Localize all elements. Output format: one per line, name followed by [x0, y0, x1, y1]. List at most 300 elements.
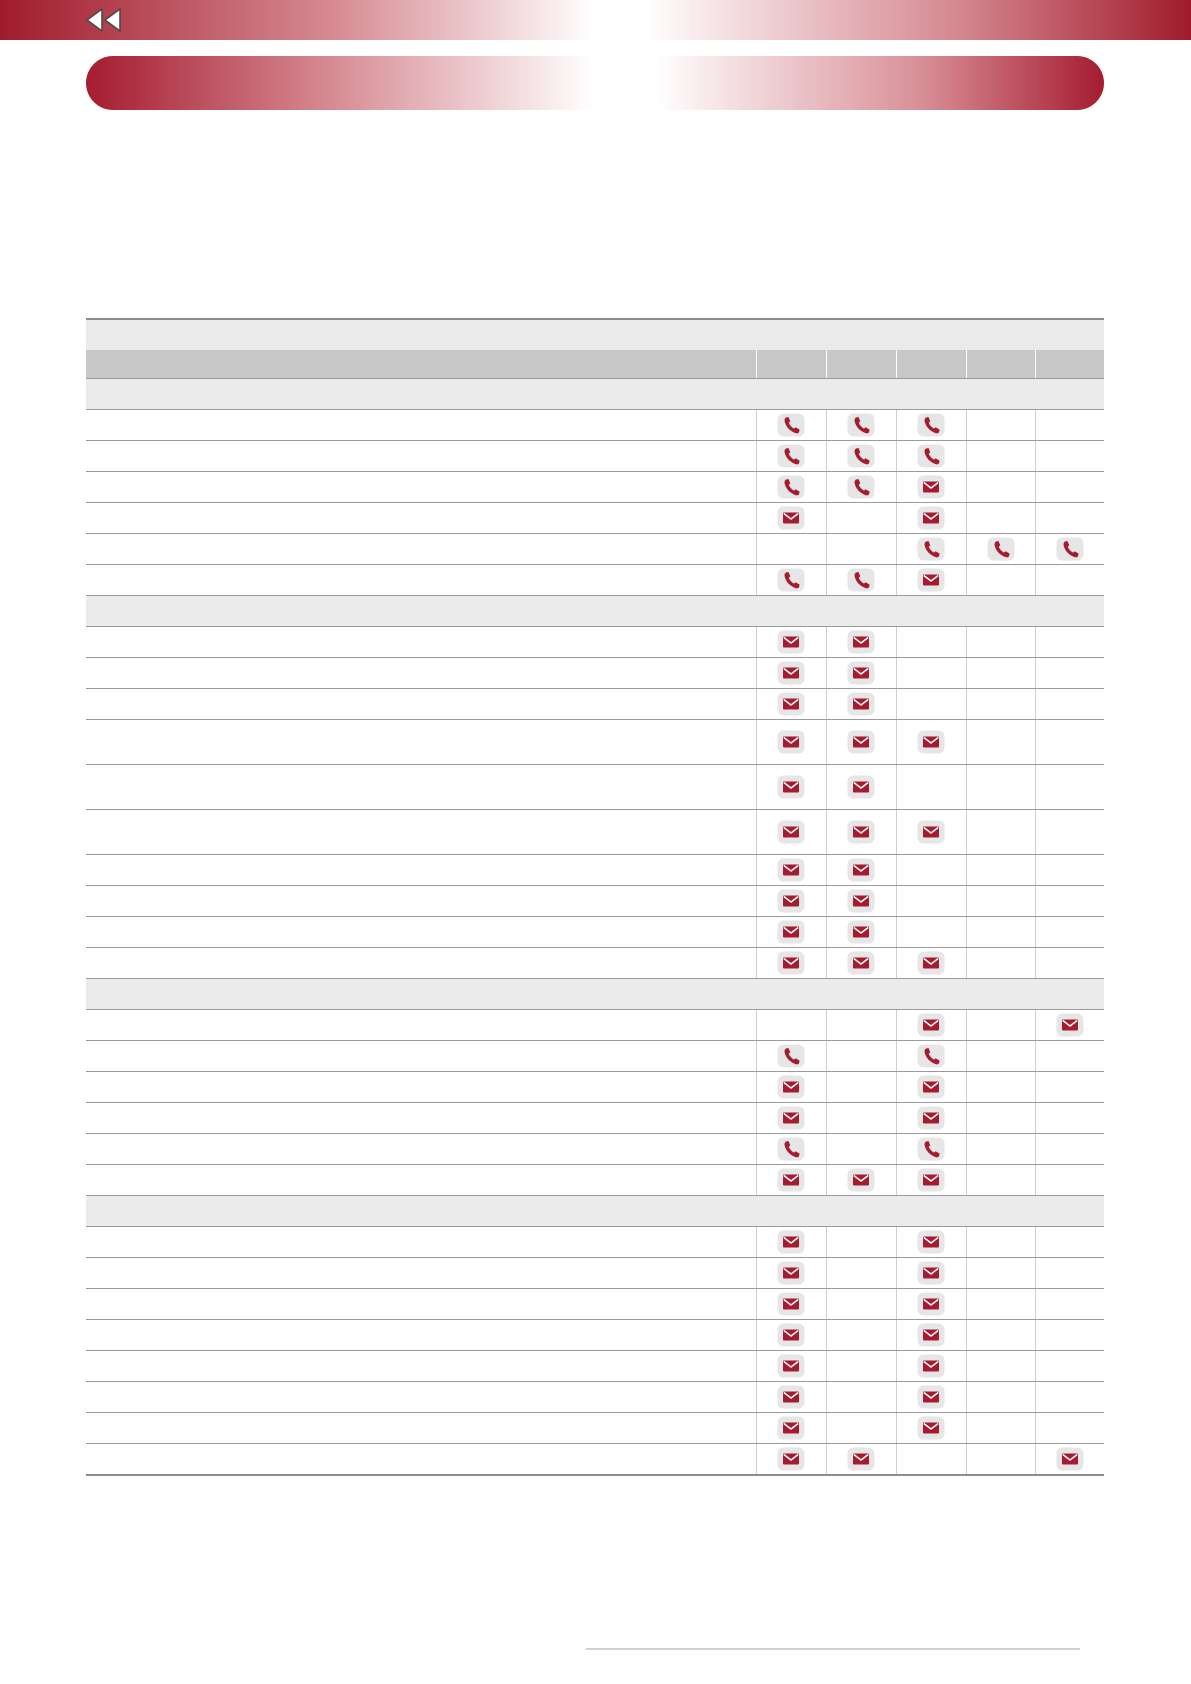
phone-icon — [917, 537, 945, 561]
envelope-icon — [847, 1447, 875, 1471]
envelope-icon — [917, 1292, 945, 1316]
envelope-icon — [847, 730, 875, 754]
matrix-cell-col-1 — [756, 917, 826, 948]
matrix-cell-col-4 — [966, 1289, 1035, 1320]
envelope-icon — [777, 1416, 805, 1440]
envelope-icon — [917, 1168, 945, 1192]
matrix-cell-col-3 — [896, 441, 966, 472]
row-label-cell — [86, 441, 756, 472]
matrix-cell-col-1 — [756, 1320, 826, 1351]
section-header-cell — [86, 379, 1104, 410]
contact-matrix-table — [86, 318, 1104, 1476]
phone-icon — [917, 1044, 945, 1068]
matrix-cell-col-4 — [966, 1382, 1035, 1413]
matrix-cell-col-1 — [756, 1103, 826, 1134]
envelope-icon — [777, 889, 805, 913]
envelope-icon — [777, 1354, 805, 1378]
matrix-cell-col-2 — [826, 1041, 896, 1072]
footer-rule — [586, 1648, 1080, 1650]
matrix-cell-col-4 — [966, 658, 1035, 689]
table-row — [86, 1413, 1104, 1444]
matrix-cell-col-2 — [826, 1072, 896, 1103]
matrix-cell-col-3 — [896, 565, 966, 596]
row-label-cell — [86, 720, 756, 765]
matrix-cell-col-2 — [826, 565, 896, 596]
row-label-cell — [86, 1444, 756, 1476]
matrix-cell-col-5 — [1035, 410, 1104, 441]
row-label-cell — [86, 855, 756, 886]
matrix-cell-col-3 — [896, 1444, 966, 1476]
phone-icon — [777, 1044, 805, 1068]
column-header-3 — [896, 350, 966, 379]
column-header-1 — [756, 350, 826, 379]
row-label-cell — [86, 1041, 756, 1072]
table-row — [86, 855, 1104, 886]
matrix-cell-col-4 — [966, 917, 1035, 948]
envelope-icon — [777, 820, 805, 844]
table-row — [86, 948, 1104, 979]
matrix-cell-col-5 — [1035, 472, 1104, 503]
matrix-cell-col-2 — [826, 1413, 896, 1444]
envelope-icon — [777, 951, 805, 975]
phone-icon — [917, 1137, 945, 1161]
matrix-cell-col-3 — [896, 534, 966, 565]
envelope-icon — [847, 1168, 875, 1192]
matrix-cell-col-2 — [826, 917, 896, 948]
matrix-cell-col-3 — [896, 1041, 966, 1072]
matrix-cell-col-5 — [1035, 948, 1104, 979]
envelope-icon — [777, 630, 805, 654]
envelope-icon — [777, 1447, 805, 1471]
table-row — [86, 441, 1104, 472]
table-row — [86, 1041, 1104, 1072]
section-header-row — [86, 1196, 1104, 1227]
matrix-cell-col-1 — [756, 503, 826, 534]
envelope-icon — [777, 1168, 805, 1192]
envelope-icon — [917, 1416, 945, 1440]
envelope-icon — [777, 1106, 805, 1130]
matrix-cell-col-3 — [896, 948, 966, 979]
matrix-cell-col-1 — [756, 886, 826, 917]
table-row — [86, 472, 1104, 503]
title-banner — [86, 56, 1104, 110]
matrix-cell-col-2 — [826, 1289, 896, 1320]
matrix-cell-col-5 — [1035, 1413, 1104, 1444]
matrix-cell-col-4 — [966, 410, 1035, 441]
matrix-cell-col-1 — [756, 1072, 826, 1103]
phone-icon — [847, 413, 875, 437]
matrix-cell-col-5 — [1035, 1041, 1104, 1072]
matrix-cell-col-2 — [826, 855, 896, 886]
matrix-cell-col-5 — [1035, 441, 1104, 472]
table-row — [86, 1320, 1104, 1351]
envelope-icon — [917, 1261, 945, 1285]
matrix-cell-col-2 — [826, 886, 896, 917]
table-title-cell — [86, 319, 1104, 350]
envelope-icon — [917, 730, 945, 754]
matrix-cell-col-2 — [826, 441, 896, 472]
table-row — [86, 765, 1104, 810]
matrix-cell-col-5 — [1035, 1289, 1104, 1320]
matrix-cell-col-4 — [966, 810, 1035, 855]
matrix-cell-col-2 — [826, 1382, 896, 1413]
table-row — [86, 410, 1104, 441]
matrix-cell-col-1 — [756, 658, 826, 689]
matrix-cell-col-4 — [966, 627, 1035, 658]
table-row — [86, 627, 1104, 658]
matrix-cell-col-2 — [826, 720, 896, 765]
matrix-cell-col-3 — [896, 658, 966, 689]
envelope-icon — [917, 506, 945, 530]
matrix-cell-col-2 — [826, 1351, 896, 1382]
matrix-cell-col-4 — [966, 1134, 1035, 1165]
matrix-cell-col-3 — [896, 810, 966, 855]
table-row — [86, 1258, 1104, 1289]
section-header-cell — [86, 596, 1104, 627]
matrix-cell-col-3 — [896, 472, 966, 503]
envelope-icon — [847, 820, 875, 844]
envelope-icon — [917, 1323, 945, 1347]
matrix-cell-col-1 — [756, 565, 826, 596]
row-label-cell — [86, 810, 756, 855]
row-label-cell — [86, 689, 756, 720]
envelope-icon — [847, 775, 875, 799]
matrix-cell-col-5 — [1035, 1258, 1104, 1289]
matrix-cell-col-2 — [826, 1165, 896, 1196]
table-row — [86, 534, 1104, 565]
matrix-cell-col-1 — [756, 441, 826, 472]
phone-icon — [917, 413, 945, 437]
envelope-icon — [777, 692, 805, 716]
table-row — [86, 810, 1104, 855]
phone-icon — [917, 444, 945, 468]
matrix-cell-col-2 — [826, 689, 896, 720]
row-label-cell — [86, 1010, 756, 1041]
matrix-cell-col-5 — [1035, 689, 1104, 720]
row-label-cell — [86, 1320, 756, 1351]
table-row — [86, 1351, 1104, 1382]
column-header-4 — [966, 350, 1035, 379]
matrix-cell-col-5 — [1035, 1351, 1104, 1382]
matrix-cell-col-3 — [896, 689, 966, 720]
row-label-cell — [86, 627, 756, 658]
envelope-icon — [917, 568, 945, 592]
matrix-cell-col-1 — [756, 1351, 826, 1382]
matrix-cell-col-1 — [756, 810, 826, 855]
matrix-cell-col-5 — [1035, 810, 1104, 855]
matrix-cell-col-3 — [896, 720, 966, 765]
column-header-5 — [1035, 350, 1104, 379]
envelope-icon — [777, 920, 805, 944]
envelope-icon — [847, 692, 875, 716]
row-label-cell — [86, 1351, 756, 1382]
envelope-icon — [777, 775, 805, 799]
matrix-cell-col-1 — [756, 1413, 826, 1444]
matrix-cell-col-5 — [1035, 1103, 1104, 1134]
matrix-cell-col-4 — [966, 1320, 1035, 1351]
phone-icon — [1056, 537, 1084, 561]
matrix-cell-col-5 — [1035, 1320, 1104, 1351]
matrix-cell-col-3 — [896, 1227, 966, 1258]
envelope-icon — [917, 1230, 945, 1254]
matrix-cell-col-1 — [756, 1227, 826, 1258]
back-button[interactable] — [84, 6, 124, 34]
envelope-icon — [777, 1230, 805, 1254]
phone-icon — [777, 568, 805, 592]
matrix-cell-col-3 — [896, 1320, 966, 1351]
envelope-icon — [1056, 1447, 1084, 1471]
matrix-cell-col-3 — [896, 1351, 966, 1382]
table-row — [86, 689, 1104, 720]
phone-icon — [777, 1137, 805, 1161]
table-row — [86, 1103, 1104, 1134]
matrix-cell-col-4 — [966, 565, 1035, 596]
matrix-cell-col-2 — [826, 1227, 896, 1258]
row-label-cell — [86, 1289, 756, 1320]
envelope-icon — [777, 1075, 805, 1099]
section-header-row — [86, 979, 1104, 1010]
matrix-cell-col-2 — [826, 503, 896, 534]
table-row — [86, 1227, 1104, 1258]
matrix-cell-col-3 — [896, 503, 966, 534]
matrix-cell-col-1 — [756, 410, 826, 441]
table-row — [86, 1444, 1104, 1476]
envelope-icon — [777, 1323, 805, 1347]
column-header-2 — [826, 350, 896, 379]
matrix-cell-col-5 — [1035, 627, 1104, 658]
matrix-cell-col-4 — [966, 1072, 1035, 1103]
table-row — [86, 1289, 1104, 1320]
matrix-cell-col-5 — [1035, 1010, 1104, 1041]
matrix-cell-col-4 — [966, 720, 1035, 765]
matrix-cell-col-2 — [826, 810, 896, 855]
matrix-cell-col-2 — [826, 658, 896, 689]
envelope-icon — [917, 1354, 945, 1378]
matrix-cell-col-4 — [966, 503, 1035, 534]
phone-icon — [987, 537, 1015, 561]
row-label-cell — [86, 1258, 756, 1289]
matrix-cell-col-2 — [826, 765, 896, 810]
phone-icon — [777, 475, 805, 499]
matrix-cell-col-1 — [756, 1258, 826, 1289]
matrix-cell-col-5 — [1035, 1382, 1104, 1413]
matrix-cell-col-4 — [966, 1258, 1035, 1289]
row-label-cell — [86, 658, 756, 689]
matrix-cell-col-4 — [966, 472, 1035, 503]
matrix-cell-col-2 — [826, 472, 896, 503]
matrix-cell-col-5 — [1035, 1072, 1104, 1103]
matrix-cell-col-1 — [756, 948, 826, 979]
top-bar — [0, 0, 1191, 40]
table-title-row — [86, 319, 1104, 350]
matrix-cell-col-3 — [896, 1134, 966, 1165]
matrix-cell-col-4 — [966, 855, 1035, 886]
matrix-cell-col-3 — [896, 627, 966, 658]
matrix-cell-col-5 — [1035, 534, 1104, 565]
matrix-cell-col-4 — [966, 1010, 1035, 1041]
matrix-cell-col-1 — [756, 1041, 826, 1072]
row-label-cell — [86, 765, 756, 810]
row-label-cell — [86, 948, 756, 979]
section-header-row — [86, 379, 1104, 410]
envelope-icon — [777, 1385, 805, 1409]
column-header-row — [86, 350, 1104, 379]
matrix-cell-col-2 — [826, 1103, 896, 1134]
matrix-cell-col-2 — [826, 948, 896, 979]
envelope-icon — [777, 730, 805, 754]
table-row — [86, 1072, 1104, 1103]
matrix-cell-col-4 — [966, 1165, 1035, 1196]
table-row — [86, 565, 1104, 596]
section-header-cell — [86, 1196, 1104, 1227]
row-label-cell — [86, 1165, 756, 1196]
phone-icon — [847, 444, 875, 468]
matrix-cell-col-3 — [896, 1103, 966, 1134]
matrix-cell-col-5 — [1035, 565, 1104, 596]
matrix-cell-col-2 — [826, 627, 896, 658]
matrix-cell-col-1 — [756, 689, 826, 720]
envelope-icon — [917, 475, 945, 499]
matrix-cell-col-5 — [1035, 720, 1104, 765]
phone-icon — [847, 475, 875, 499]
row-label-cell — [86, 410, 756, 441]
row-label-cell — [86, 1103, 756, 1134]
envelope-icon — [917, 951, 945, 975]
table-row — [86, 720, 1104, 765]
table-row — [86, 1165, 1104, 1196]
matrix-cell-col-1 — [756, 534, 826, 565]
matrix-cell-col-5 — [1035, 1227, 1104, 1258]
row-label-cell — [86, 565, 756, 596]
matrix-cell-col-5 — [1035, 917, 1104, 948]
matrix-cell-col-4 — [966, 1351, 1035, 1382]
matrix-cell-col-4 — [966, 948, 1035, 979]
envelope-icon — [917, 1106, 945, 1130]
envelope-icon — [917, 1385, 945, 1409]
matrix-cell-col-1 — [756, 720, 826, 765]
envelope-icon — [1056, 1013, 1084, 1037]
table-row — [86, 503, 1104, 534]
matrix-cell-col-1 — [756, 627, 826, 658]
matrix-cell-col-3 — [896, 855, 966, 886]
table-row — [86, 1382, 1104, 1413]
phone-icon — [847, 568, 875, 592]
row-label-cell — [86, 1413, 756, 1444]
table-row — [86, 917, 1104, 948]
table-row — [86, 658, 1104, 689]
matrix-cell-col-4 — [966, 1444, 1035, 1476]
envelope-icon — [777, 506, 805, 530]
matrix-cell-col-4 — [966, 765, 1035, 810]
matrix-cell-col-4 — [966, 886, 1035, 917]
matrix-cell-col-1 — [756, 1289, 826, 1320]
envelope-icon — [917, 1075, 945, 1099]
envelope-icon — [777, 858, 805, 882]
matrix-cell-col-3 — [896, 1258, 966, 1289]
matrix-cell-col-1 — [756, 1010, 826, 1041]
matrix-cell-col-4 — [966, 1041, 1035, 1072]
envelope-icon — [777, 1292, 805, 1316]
envelope-icon — [917, 820, 945, 844]
matrix-cell-col-2 — [826, 1258, 896, 1289]
envelope-icon — [917, 1013, 945, 1037]
matrix-cell-col-3 — [896, 1072, 966, 1103]
matrix-cell-col-5 — [1035, 503, 1104, 534]
section-header-cell — [86, 979, 1104, 1010]
row-label-cell — [86, 917, 756, 948]
column-header-label — [86, 350, 756, 379]
row-label-cell — [86, 1382, 756, 1413]
row-label-cell — [86, 886, 756, 917]
matrix-cell-col-2 — [826, 1134, 896, 1165]
matrix-cell-col-3 — [896, 917, 966, 948]
row-label-cell — [86, 534, 756, 565]
envelope-icon — [847, 858, 875, 882]
phone-icon — [777, 444, 805, 468]
matrix-cell-col-2 — [826, 1010, 896, 1041]
envelope-icon — [847, 889, 875, 913]
double-chevron-left-icon — [84, 6, 124, 34]
matrix-cell-col-4 — [966, 1103, 1035, 1134]
matrix-cell-col-3 — [896, 410, 966, 441]
matrix-cell-col-5 — [1035, 765, 1104, 810]
matrix-cell-col-2 — [826, 1444, 896, 1476]
matrix-cell-col-1 — [756, 855, 826, 886]
matrix-cell-col-3 — [896, 886, 966, 917]
matrix-cell-col-5 — [1035, 855, 1104, 886]
matrix-cell-col-3 — [896, 1165, 966, 1196]
matrix-body — [86, 319, 1104, 1475]
row-label-cell — [86, 503, 756, 534]
matrix-cell-col-2 — [826, 410, 896, 441]
envelope-icon — [847, 630, 875, 654]
matrix-cell-col-4 — [966, 1413, 1035, 1444]
matrix-cell-col-1 — [756, 1165, 826, 1196]
matrix-cell-col-1 — [756, 1444, 826, 1476]
phone-icon — [777, 413, 805, 437]
section-header-row — [86, 596, 1104, 627]
matrix-cell-col-3 — [896, 1289, 966, 1320]
matrix-cell-col-1 — [756, 765, 826, 810]
row-label-cell — [86, 1072, 756, 1103]
row-label-cell — [86, 472, 756, 503]
matrix-cell-col-5 — [1035, 1444, 1104, 1476]
matrix-cell-col-1 — [756, 1382, 826, 1413]
matrix-cell-col-3 — [896, 1413, 966, 1444]
envelope-icon — [847, 951, 875, 975]
matrix-cell-col-4 — [966, 534, 1035, 565]
envelope-icon — [777, 1261, 805, 1285]
matrix-cell-col-2 — [826, 1320, 896, 1351]
matrix-cell-col-5 — [1035, 658, 1104, 689]
row-label-cell — [86, 1227, 756, 1258]
matrix-cell-col-4 — [966, 441, 1035, 472]
matrix-cell-col-3 — [896, 1382, 966, 1413]
matrix-cell-col-3 — [896, 765, 966, 810]
matrix-cell-col-5 — [1035, 886, 1104, 917]
matrix-cell-col-1 — [756, 472, 826, 503]
matrix-cell-col-2 — [826, 534, 896, 565]
matrix-cell-col-4 — [966, 1227, 1035, 1258]
matrix-cell-col-5 — [1035, 1134, 1104, 1165]
envelope-icon — [847, 920, 875, 944]
table-row — [86, 1010, 1104, 1041]
table-row — [86, 1134, 1104, 1165]
matrix-cell-col-3 — [896, 1010, 966, 1041]
row-label-cell — [86, 1134, 756, 1165]
envelope-icon — [847, 661, 875, 685]
matrix-cell-col-4 — [966, 689, 1035, 720]
